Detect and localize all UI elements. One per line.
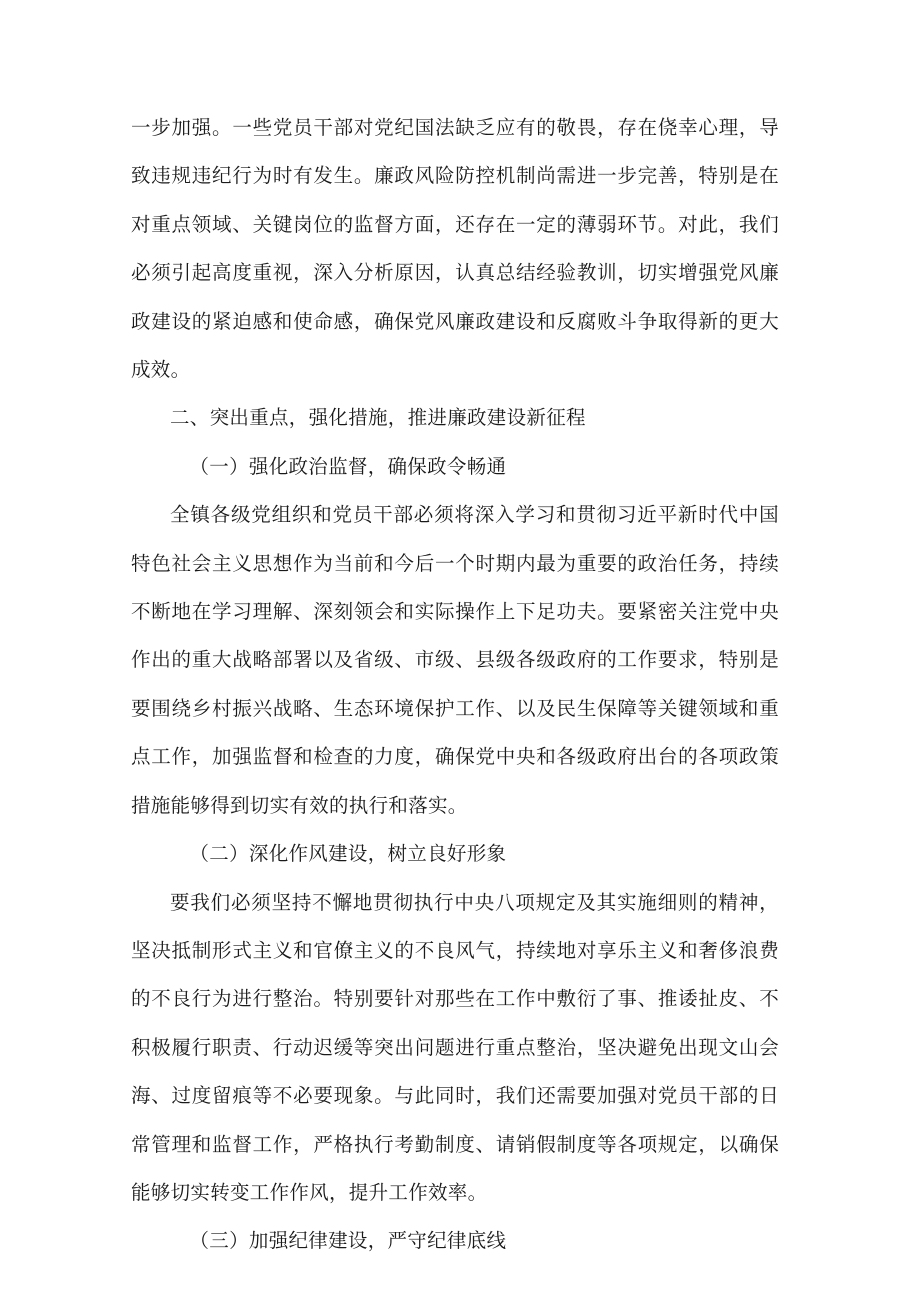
paragraph-continued: 一步加强。一些党员干部对党纪国法缺乏应有的敬畏，存在侥幸心理，导致违规违纪行为时有发生。廉政风险防控机制尚需进一步完善，特别是在对重点领域、关键岗位的监督方面，还存在一定的薄弱环节。对此，我们必须引起高度重视，深入分析原因，认真总结经验教训，切实增强党风廉政建设的紧迫感和使命感，确保党风廉政建设和反腐败斗争取得新的更大成效。	[131, 116, 779, 382]
paragraph: 要我们必须坚持不懈地贯彻执行中央八项规定及其实施细则的精神，坚决抵制形式主义和官僚主义的不良风气，持续地对享乐主义和奢侈浪费的不良行为进行整治。特别要针对那些在工作中敷衍了事、推诿扯皮、不积极履行职责、行动迟缓等突出问题进行重点整治，坚决避免出现文山会海、过度留痕等不必要现象。与此同时，我们还需要加强对党员干部的日常管理和监督工作，严格执行考勤制度、请销假制度等各项规定，以确保能够切实转变工作作风，提升工作效率。	[131, 890, 779, 1204]
section-heading: 二、突出重点，强化措施，推进廉政建设新征程	[170, 406, 586, 430]
subsection-heading: （三）加强纪律建设，严守纪律底线	[189, 1229, 507, 1253]
document-body	[131, 104, 779, 1266]
paragraph: 全镇各级党组织和党员干部必须将深入学习和贯彻习近平新时代中国特色社会主义思想作为当前和今后一个时期内最为重要的政治任务，持续不断地在学习理解、深刻领会和实际操作上下足功夫。要紧密关注党中央作出的重大战略部署以及省级、市级、县级各级政府的工作要求，特别是要围绕乡村振兴战略、生态环境保护工作、以及民生保障等关键领域和重点工作，加强监督和检查的力度，确保党中央和各级政府出台的各项政策措施能够得到切实有效的执行和落实。	[131, 503, 779, 817]
subsection-heading: （二）深化作风建设，树立良好形象	[189, 842, 507, 866]
subsection-heading: （一）强化政治监督，确保政令畅通	[189, 454, 507, 478]
